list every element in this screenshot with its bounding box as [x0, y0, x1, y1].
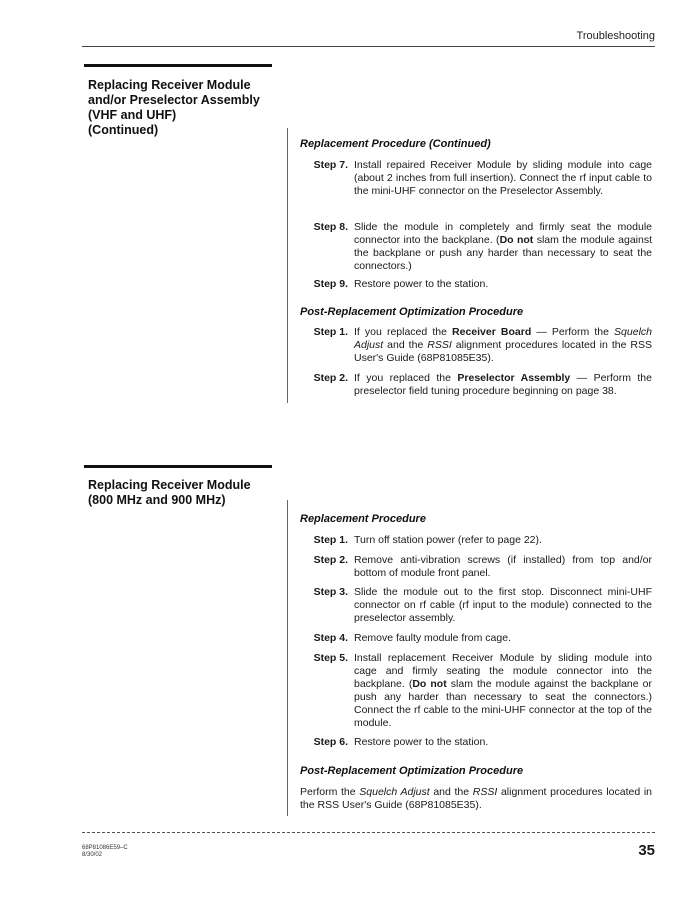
section1-rule	[287, 128, 288, 403]
subsection-title: Post-Replacement Optimization Procedure	[300, 306, 524, 318]
step-text: Install replacement Receiver Module by sliding module into cage and firmly seating the module connector into the backplane. (Do not slam the module against the backplane or push any harder than necessary to seat the connectors.) Connect the rf cable to the mini-UHF connector at the top of the module.	[354, 652, 652, 729]
step-text: Remove anti-vibration screws (if installed) from top and/or bottom of module front panel.	[354, 554, 652, 579]
step-text: Install repaired Receiver Module by sliding module into cage (about 2 inches from full insertion). Connect the rf input cable to the mini-UHF connector on the Preselector Assembly.	[354, 159, 652, 197]
step-text: Restore power to the station.	[354, 736, 489, 748]
footer-rule	[82, 832, 655, 833]
step-label: Step 9.	[313, 278, 348, 290]
step-text: Slide the module out to the first stop. Disconnect mini-UHF connector on rf cable (rf input to the module) connected to the preselector assembly.	[354, 586, 652, 624]
section1-body	[300, 138, 660, 408]
heading-line: Replacing Receiver Module	[88, 78, 251, 92]
step-label: Step 2.	[313, 372, 348, 384]
heading-line: (Continued)	[88, 123, 159, 137]
step-text: Turn off station power (refer to page 22).	[354, 534, 542, 546]
section-bar	[84, 465, 272, 468]
section-bar	[84, 64, 272, 67]
step-text: Restore power to the station.	[354, 278, 489, 290]
step-text: If you replaced the Preselector Assembly — Perform the preselector field tuning procedure beginning on page 38.	[354, 372, 652, 397]
step-label: Step 6.	[313, 736, 348, 748]
section2-rule	[287, 500, 288, 816]
step-label: Step 3.	[313, 586, 348, 598]
subsection-title: Post-Replacement Optimization Procedure	[300, 765, 524, 777]
step-label: Step 5.	[313, 652, 348, 664]
doc-date: 8/30/02	[82, 852, 103, 858]
running-header-title: Troubleshooting	[576, 30, 655, 42]
heading-line: and/or Preselector Assembly	[88, 93, 260, 107]
step-text: Remove faulty module from cage.	[354, 632, 511, 644]
section2-body	[300, 513, 660, 823]
step-text: If you replaced the Receiver Board — Perform the Squelch Adjust and the RSSI alignment procedures located in the RSS User's Guide (68P81085E35).	[354, 326, 653, 364]
step-text: Slide the module in completely and firmly seat the module connector into the backplane. (Do not slam the module against the backplane or push any harder than necessary to seat the connectors.)	[354, 221, 652, 272]
header-rule	[82, 46, 655, 47]
subsection-title: Replacement Procedure	[300, 513, 426, 525]
footer-doc-info	[82, 845, 128, 859]
subsection-title: Replacement Procedure (Continued)	[300, 138, 491, 150]
heading-line: (800 MHz and 900 MHz)	[88, 493, 226, 507]
section2-heading	[88, 478, 278, 508]
step-label: Step 4.	[313, 632, 348, 644]
optimization-paragraph: Perform the Squelch Adjust and the RSSI alignment procedures located in the RSS User's Guide (68P81085E35).	[300, 786, 653, 811]
heading-line: Replacing Receiver Module	[88, 478, 251, 492]
heading-line: (VHF and UHF)	[88, 108, 177, 122]
step-label: Step 1.	[313, 326, 348, 338]
section1-heading	[88, 78, 278, 138]
step-label: Step 7.	[313, 159, 348, 171]
doc-number: 68P81086E59–C	[82, 845, 128, 851]
page-number: 35	[638, 842, 655, 859]
step-label: Step 1.	[313, 534, 348, 546]
step-label: Step 2.	[313, 554, 348, 566]
step-label: Step 8.	[313, 221, 348, 233]
